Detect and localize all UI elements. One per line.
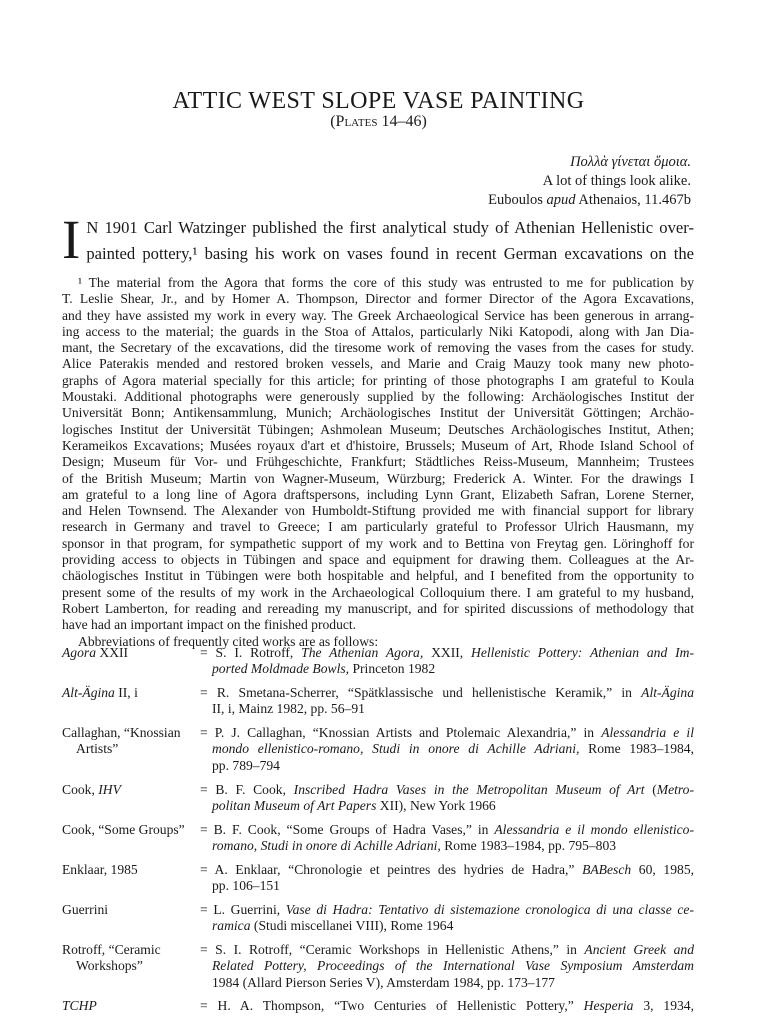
footnote-line: Kerameikos Excavations; Musées royaux d'art et d'histoire, Brussels; Museum of Art, Rhode Island School of xyxy=(62,437,694,453)
footnote-line: graphs of Agora material specially for this article; for printing of those photographs I am grateful to Koula xyxy=(62,372,694,388)
footnote-line: of the British Museum; Martin von Wagner-Museum, Würzburg; Frederick A. Winter. For the drawings I xyxy=(62,470,694,486)
footnote-line: Alice Paterakis mended and restored broken vessels, and Marie and Craig Mauzy took many new photo- xyxy=(62,356,694,372)
abbreviation-row xyxy=(62,862,694,895)
footnote-line: ¹ The material from the Agora that forms the core of this study was entrusted to me for publication by xyxy=(78,275,694,290)
footnote-line: Robert Lamberton, for reading and rereading my manuscript, and for spirited discussions of methodology that xyxy=(62,600,694,616)
abbreviation-row xyxy=(62,782,694,815)
article-title: ATTIC WEST SLOPE VASE PAINTING xyxy=(172,88,585,115)
abbreviation-value: = P. J. Callaghan, “Knossian Artists and Ptolemaic Alexandria,” in Alessandria e il mondo ellenistico-romano, Studi in onore di Achille Adriani, Rome 1983–1984, pp. 789–794 xyxy=(200,725,694,773)
footnote-line: Moustaki. Additional photographs were generously supplied by the following: Archäologisches Institut der xyxy=(62,389,694,405)
drop-cap: I xyxy=(62,209,81,270)
abbreviation-row xyxy=(62,685,694,718)
abbreviation-row xyxy=(62,902,694,935)
abbreviation-value: = H. A. Thompson, “Two Centuries of Hellenistic Pottery,” Hesperia 3, 1934, xyxy=(200,998,694,1014)
intro-line: painted pottery,¹ basing his work on vases found in recent German excavations on the xyxy=(86,244,694,263)
footnote-1 xyxy=(62,275,694,650)
abbreviation-key: Cook, “Some Groups” xyxy=(62,821,185,837)
footnote-line: and they have assisted my work in every way. The Greek Archaeological Service has been generous in arrang- xyxy=(62,307,694,323)
abbreviations-list xyxy=(62,645,694,1022)
footnote-line: mant, the Secretary of the excavations, did the tiresome work of removing the vases from the cases for study. xyxy=(62,340,694,356)
footnote-line: have had an important impact on the finished product. xyxy=(62,617,357,633)
abbreviation-key: Guerrini xyxy=(62,901,109,917)
abbreviation-key: Enklaar, 1985 xyxy=(62,861,138,877)
abbreviation-row xyxy=(62,942,694,991)
footnote-line: logisches Institut der Universität Tübingen; Ashmolean Museum; Deutsches Archäologisches Institut, Athen; xyxy=(62,421,694,437)
plates-reference: (Plates 14–46) xyxy=(330,113,427,130)
abbreviation-key: Alt-Ägina II, i xyxy=(62,685,138,701)
footnote-line: Design; Museum für Vor- und Frühgeschichte, Frankfurt; Städtliches Reiss-Museum, Mannheim; Trustees xyxy=(62,454,694,470)
abbreviation-value: = B. F. Cook, Inscribed Hadra Vases in the Metropolitan Museum of Art (Metro- politan Museum of Art Papers XII), New York 1966 xyxy=(200,781,694,813)
abbreviation-row xyxy=(62,725,694,774)
epigraph-translation: A lot of things look alike. xyxy=(542,173,691,189)
epigraph xyxy=(488,153,691,210)
footnote-line: ing access to the material; the guards in the Stoa of Attalos, particularly Niki Katopodi, along with Jan Dia- xyxy=(62,323,694,339)
footnote-line: and Helen Townsend. The Alexander von Humboldt-Stiftung provided me with financial support for library xyxy=(62,503,694,519)
abbreviation-value: = L. Guerrini, Vase di Hadra: Tentativo di sistemazione cronologica di una classe ce- ramica (Studi miscellanei VIII), Rome 1964 xyxy=(200,901,694,934)
abbreviation-row xyxy=(62,822,694,855)
footnote-line: Universität Bonn; Antikensammlung, Munich; Archäologisches Institut der Universität Göttingen; Archäo- xyxy=(62,405,694,421)
abbreviation-key: Cook, IHV xyxy=(62,781,121,797)
abbreviation-value: = S. I. Rotroff, The Athenian Agora, XXII, Hellenistic Pottery: Athenian and Im- ported Moldmade Bowls, Princeton 1982 xyxy=(200,645,694,677)
footnote-line: sponsor in that program, for sympathetic support of my work and to Bettina von Freytag gen. Löringhoff for xyxy=(62,535,694,551)
abbreviation-key: Rotroff, “Ceramic Workshops” xyxy=(62,941,161,974)
abbreviations-intro: Abbreviations of frequently cited works are as follows: xyxy=(78,633,379,649)
footnote-line: present some of the results of my work in the Archaeological Colloquium there. I am grateful to my husband, xyxy=(62,584,694,600)
abbreviation-value: = A. Enklaar, “Chronologie et peintres des hydries de Hadra,” BABesch 60, 1985, pp. 106–151 xyxy=(200,861,695,894)
footnote-line: research in Germany and travel to Greece; I am particularly grateful to Professor Ulrich Hausmann, my xyxy=(62,519,694,535)
abbreviation-row xyxy=(62,998,694,1014)
abbreviation-value: = S. I. Rotroff, “Ceramic Workshops in Hellenistic Athens,” in Ancient Greek and Related Pottery, Proceedings of the International Vase Symposium Amsterdam 1984 (Allard Pierson Series V), Amsterdam 1984, pp. 173–177 xyxy=(200,941,694,990)
abbreviation-key: Agora XXII xyxy=(62,645,129,660)
footnote-line: T. Leslie Shear, Jr., and by Homer A. Thompson, Director and former Director of the Agora Excavations, xyxy=(62,291,694,307)
intro-paragraph xyxy=(62,209,694,270)
abbreviation-row xyxy=(62,645,694,678)
epigraph-greek: Πολλὰ γίνεται ὅμοια. xyxy=(570,154,691,170)
intro-line: N 1901 Carl Watzinger published the first analytical study of Athenian Hellenistic over- xyxy=(86,218,694,237)
footnote-line: am grateful to a long line of Agora draftspersons, including Lynn Grant, Elizabeth Safran, Lorene Sterner, xyxy=(62,486,694,502)
abbreviation-value: = R. Smetana-Scherrer, “Spätklassische und hellenistische Keramik,” in Alt-Ägina II, i, Mainz 1982, pp. 56–91 xyxy=(200,685,694,717)
footnote-line: chäologisches Institut in Tübingen were both hospitable and helpful, and I benefited from the opportunity to xyxy=(62,568,694,584)
abbreviation-key: Callaghan, “Knossian Artists” xyxy=(62,725,181,757)
abbreviation-key: TCHP xyxy=(62,998,97,1014)
footnote-line: providing access to objects in Tübingen and space and equipment for drawing them. Colleagues at the Ar- xyxy=(62,552,694,568)
epigraph-source: Euboulos apud Athenaios, 11.467b xyxy=(488,192,691,208)
abbreviation-value: = B. F. Cook, “Some Groups of Hadra Vases,” in Alessandria e il mondo ellenistico- romano, Studi in onore di Achille Adriani, Rome 1983–1984, pp. 795–803 xyxy=(200,821,694,853)
